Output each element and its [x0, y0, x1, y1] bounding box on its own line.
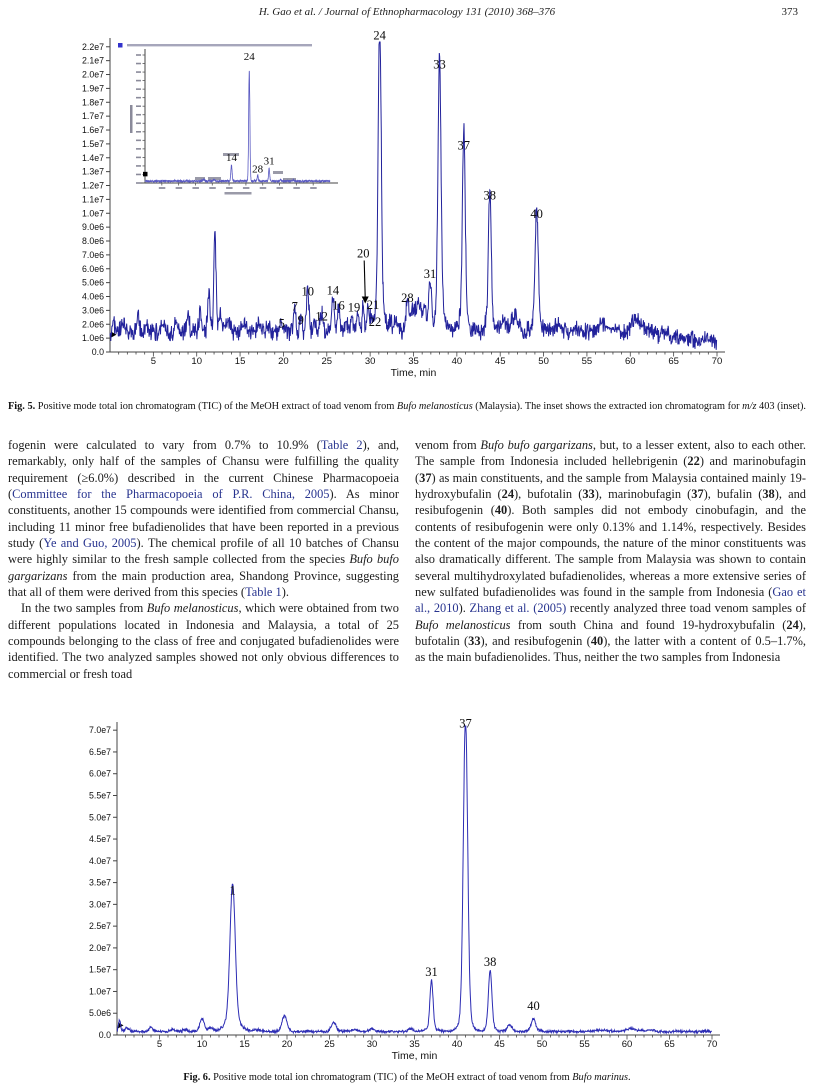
y-tick-stub — [136, 174, 141, 176]
peak-label-9: 9 — [297, 312, 304, 327]
x-tick-label: 15 — [239, 1039, 250, 1050]
y-tick-label: 6.0e7 — [88, 768, 111, 779]
peak-label-24: 24 — [243, 51, 255, 63]
x-tick-stub — [192, 187, 199, 189]
citation-link[interactable]: Gao et al., 2010 — [415, 585, 806, 616]
peak-label-28: 28 — [401, 290, 414, 305]
peak-label-33: 33 — [433, 57, 446, 72]
y-tick-stub — [136, 122, 141, 124]
text-segment: 40 — [590, 634, 604, 649]
text-segment: ). — [458, 601, 470, 616]
y-tick-label: 1.0e7 — [88, 986, 111, 997]
y-tick-label: 1.0e7 — [81, 208, 104, 219]
text-segment: 22 — [687, 454, 700, 469]
x-tick-label: 25 — [324, 1039, 335, 1050]
x-tick-label: 30 — [364, 356, 376, 367]
text-segment: ) as main constituents, and the sample from Malaysia contained mainly 19-hydroxybufalin ( — [415, 470, 806, 502]
peak-label-5: 5 — [278, 316, 285, 331]
text-segment: ), marinobufagin ( — [594, 487, 692, 502]
x-tick-stub — [209, 187, 216, 189]
x-tick-label: 50 — [538, 356, 549, 367]
text-segment: Bufo marinus — [572, 1072, 629, 1083]
x-tick-label: 10 — [196, 1039, 208, 1050]
x-tick-stub — [176, 187, 183, 189]
peak-label-16: 16 — [332, 298, 345, 313]
x-tick-stub — [243, 187, 250, 189]
y-tick-label: 3.0e7 — [88, 899, 111, 910]
peak-label-31: 31 — [263, 155, 275, 168]
y-tick-label: 1.4e7 — [81, 152, 104, 163]
peak-label-14: 14 — [326, 283, 340, 298]
peak-label-28: 28 — [252, 163, 264, 176]
y-tick-stub — [136, 157, 141, 159]
y-tick-label: 2.0e6 — [81, 319, 104, 330]
y-tick-label: 2.5e7 — [88, 921, 111, 932]
x-tick-label: 65 — [664, 1039, 675, 1050]
y-tick-label: 5.0e6 — [81, 277, 104, 288]
y-tick-label: 5.0e7 — [88, 812, 111, 823]
text-segment: recently analyzed three toad venom samples of — [566, 601, 806, 616]
running-head: H. Gao et al. / Journal of Ethnopharmacology 131 (2010) 368–376 — [258, 6, 556, 18]
x-tick-label: 30 — [366, 1039, 378, 1050]
peak-label-1: 1 — [229, 883, 236, 898]
body-column-right — [415, 437, 806, 666]
y-tick-label: 6.0e6 — [81, 263, 104, 274]
x-tick-label: 20 — [281, 1039, 293, 1050]
citation-link[interactable]: Table 1 — [245, 585, 282, 600]
text-segment: , which were obtained from two different populations located in Indonesia and Malaysia, a total of 25 compounds belonging to the class of free and conjugated bufadienolides were identified. The two analyzed samples showed not only obvious differences to commercial or fresh toad — [8, 601, 399, 681]
legend-text-stub — [127, 44, 312, 46]
paragraph — [8, 600, 399, 682]
text-segment: Bufo melanosticus — [146, 601, 239, 616]
text-segment: 37 — [419, 470, 432, 485]
x-tick-label: 5 — [156, 1039, 163, 1050]
text-segment: Positive mode total ion chromatogram (TIC) of the MeOH extract of toad venom from — [35, 401, 397, 412]
text-segment: Bufo bufo gargarizans — [480, 438, 593, 452]
peak-label-31: 31 — [423, 266, 437, 281]
y-tick-label: 1.6e7 — [81, 125, 104, 136]
x-tick-label: 45 — [494, 1039, 505, 1050]
chromatogram-trace — [117, 726, 712, 1033]
y-tick-stub — [136, 182, 141, 184]
y-tick-label: 2.1e7 — [81, 55, 104, 66]
text-segment: ), and resibufogenin ( — [415, 487, 806, 518]
x-tick-label: 60 — [621, 1039, 633, 1050]
x-tick-label: 10 — [191, 356, 203, 367]
text-segment: ), bufotalin ( — [514, 487, 583, 502]
x-tick-label: 40 — [451, 356, 463, 367]
peak-label-10: 10 — [301, 284, 314, 299]
y-tick-label: 3.5e7 — [88, 877, 111, 888]
x-tick-label: 70 — [706, 1039, 718, 1050]
peak-label-22: 22 — [368, 315, 382, 330]
text-segment: (Malaysia). The inset shows the extracted ion chromatogram for — [472, 401, 743, 412]
y-tick-stub — [136, 114, 141, 116]
x-tick-stub — [226, 187, 233, 189]
text-segment: 33 — [468, 634, 481, 649]
fig6-caption — [0, 1071, 814, 1085]
y-tick-label: 1.8e7 — [81, 97, 104, 108]
y-tick-label: 0.0 — [98, 1030, 111, 1040]
text-segment: ). — [281, 585, 289, 600]
y-tick-label: 2.0e7 — [81, 69, 104, 80]
y-tick-label: 7.0e7 — [88, 725, 111, 736]
chromatogram-trace — [145, 71, 330, 182]
text-segment: m/z — [742, 401, 757, 412]
text-segment: 403 (inset). — [756, 401, 806, 412]
y-tick-label: 1.1e7 — [81, 194, 104, 205]
citation-link[interactable]: Table 2 — [320, 438, 363, 452]
text-segment: . — [628, 1072, 631, 1083]
y-tick-stub — [136, 140, 141, 142]
text-segment: ). Both samples did not embody cinobufagin, and the contents of resibufogenin were only 0.13% and 1.14%, respectively. Besides the content of the major compounds, the nature of the minor constituents was also dramatically different. The sample from Malaysia was shown to contain several multihydroxylated bufadienolides, whereas a more extensive series of new sulfated bufadienolides was found in the sample from Indonesia ( — [415, 503, 806, 600]
text-segment: ). The chemical profile of all 10 batches of Chansu were highly similar to the fresh sample collected from the species — [8, 536, 399, 567]
x-tick-label: 45 — [494, 356, 506, 367]
y-tick-stub — [136, 80, 141, 82]
text-segment: from the main production area, Shandong Province, suggesting that all of them were derived from this species ( — [8, 568, 399, 600]
fig5-inset-chromatogram — [100, 38, 360, 210]
y-tick-label: 7.0e6 — [81, 249, 104, 260]
page-number: 373 — [781, 6, 798, 18]
text-segment: ), and resibufogenin ( — [480, 634, 591, 649]
y-tick-stub — [136, 88, 141, 90]
peak-label-37: 37 — [457, 138, 471, 153]
peak-label-19: 19 — [347, 300, 361, 315]
peak-label-40: 40 — [527, 998, 540, 1013]
annotation-stub — [273, 171, 283, 174]
y-tick-label: 2.0e7 — [88, 942, 111, 953]
y-tick-label: 0.0 — [91, 347, 104, 357]
body-column-left — [8, 437, 399, 682]
x-tick-label: 70 — [711, 356, 723, 367]
text-segment: Positive mode total ion chromatogram (TIC) of the MeOH extract of toad venom from — [210, 1072, 573, 1083]
x-tick-label: 55 — [579, 1039, 590, 1050]
text-segment: Bufo melanosticus — [415, 617, 511, 632]
y-tick-stub — [136, 131, 141, 133]
text-segment: Fig. 6. — [183, 1072, 211, 1083]
fig5-caption — [8, 400, 806, 414]
citation-link[interactable]: Zhang et al. (2005) — [469, 601, 567, 616]
text-segment: , but, to a lesser extent, also to each other. The sample from Indonesia included hellebrigenin ( — [415, 438, 806, 469]
text-segment: Fig. 5. — [8, 401, 36, 412]
y-tick-stub — [136, 97, 141, 99]
y-tick-label: 1.5e7 — [81, 138, 104, 149]
peak-label-38: 38 — [483, 188, 497, 203]
text-segment: venom from — [415, 438, 481, 452]
text-segment: from south China and found 19-hydroxybufalin ( — [510, 617, 787, 632]
peak-label-31: 31 — [425, 964, 438, 979]
x-tick-label: 50 — [536, 1039, 548, 1050]
peak-label-14: 14 — [225, 152, 237, 165]
text-segment: ). As minor constituents, another 15 compounds were identified from commercial Chansu, including 11 minor free bufadienolides that have been reported in a previous study ( — [8, 487, 399, 551]
x-tick-label: 15 — [234, 356, 246, 367]
x-axis-label: Time, min — [391, 1050, 438, 1062]
y-tick-label: 1.3e7 — [81, 166, 104, 177]
y-tick-label: 9.0e6 — [81, 222, 104, 233]
y-tick-stub — [136, 165, 141, 167]
scan-marker — [143, 172, 148, 177]
y-tick-label: 5.5e7 — [88, 790, 111, 801]
x-tick-stub — [293, 187, 300, 189]
peak-label-37: 37 — [459, 716, 472, 731]
y-tick-label: 6.5e7 — [88, 746, 111, 757]
peak-label-20: 20 — [356, 246, 370, 261]
y-tick-label: 1.2e7 — [81, 180, 104, 191]
x-tick-label: 35 — [409, 1039, 420, 1050]
text-segment: fogenin were calculated to vary from 0.7% to 10.9% ( — [8, 438, 321, 452]
x-tick-stub — [159, 187, 166, 189]
peak-label-40: 40 — [530, 207, 543, 222]
text-segment: ), the latter with a content of 0.5–1.7%, as the main bufadienolides. Thus, neither the two samples from Indonesia — [415, 634, 806, 665]
text-segment: ), and, remarkably, only half of the samples of Chansu were fulfilling the quality requirement (≥6.0%) described in the current Chinese Pharmacopoeia ( — [8, 438, 399, 502]
text-segment: ), bufalin ( — [703, 487, 763, 502]
y-tick-stub — [136, 63, 141, 65]
y-tick-label: 1.0e6 — [81, 333, 104, 344]
text-segment: 37 — [691, 487, 704, 502]
text-segment: Bufo melanosticus — [396, 401, 473, 412]
text-segment: 24 — [501, 487, 515, 502]
text-segment: 33 — [582, 487, 595, 502]
x-tick-stub — [310, 187, 317, 189]
x-tick-stub — [260, 187, 267, 189]
x-tick-label: 35 — [408, 356, 419, 367]
peak-label-38: 38 — [483, 955, 497, 970]
x-tick-label: 20 — [278, 356, 289, 367]
y-tick-label: 1.5e7 — [88, 964, 111, 975]
citation-link[interactable]: Ye and Guo, 2005 — [43, 536, 137, 551]
y-tick-label: 5.0e6 — [88, 1008, 111, 1019]
y-tick-label: 2.2e7 — [81, 41, 104, 52]
text-segment: ), bufotalin ( — [415, 617, 806, 649]
text-segment: 40 — [494, 503, 508, 518]
text-segment: Bufo bufo gargarizans — [8, 552, 399, 583]
peak-label-7: 7 — [291, 299, 298, 314]
peak-label-12: 12 — [315, 309, 328, 324]
x-axis-label: Time, min — [390, 367, 437, 379]
legend-swatch — [118, 43, 123, 48]
text-segment: 38 — [762, 487, 775, 502]
x-tick-label: 5 — [150, 356, 157, 367]
paragraph — [415, 437, 806, 666]
x-tick-label: 40 — [451, 1039, 463, 1050]
text-segment: 24 — [786, 617, 799, 632]
y-axis-label-stub — [130, 105, 133, 133]
y-tick-stub — [136, 148, 141, 150]
y-tick-label: 4.0e7 — [88, 855, 111, 866]
text-segment: In the two samples from — [21, 601, 147, 616]
peak-label-21: 21 — [366, 297, 380, 312]
x-axis-label-stub — [225, 192, 252, 195]
x-tick-stub — [277, 187, 284, 189]
x-tick-label: 55 — [581, 356, 593, 367]
y-tick-label: 1.7e7 — [81, 111, 104, 122]
y-tick-stub — [136, 105, 141, 107]
y-tick-label: 1.9e7 — [81, 83, 104, 94]
y-tick-label: 8.0e6 — [81, 236, 104, 247]
citation-link[interactable]: Committee for the Pharmacopoeia of P.R. China, 2005 — [12, 487, 330, 502]
paragraph — [8, 437, 399, 600]
y-tick-stub — [136, 54, 141, 56]
fig6-chromatogram — [50, 712, 750, 1066]
y-tick-stub — [136, 71, 141, 73]
peak-label-24: 24 — [373, 28, 386, 43]
x-tick-label: 65 — [668, 356, 679, 367]
x-tick-label: 25 — [321, 356, 333, 367]
x-tick-label: 60 — [624, 356, 636, 367]
text-segment: ) and marinobufagin ( — [415, 454, 806, 485]
y-tick-label: 3.0e6 — [81, 305, 104, 316]
y-tick-label: 4.5e7 — [88, 834, 111, 845]
y-tick-label: 4.0e6 — [81, 291, 104, 302]
annotation-arrow — [364, 261, 365, 298]
